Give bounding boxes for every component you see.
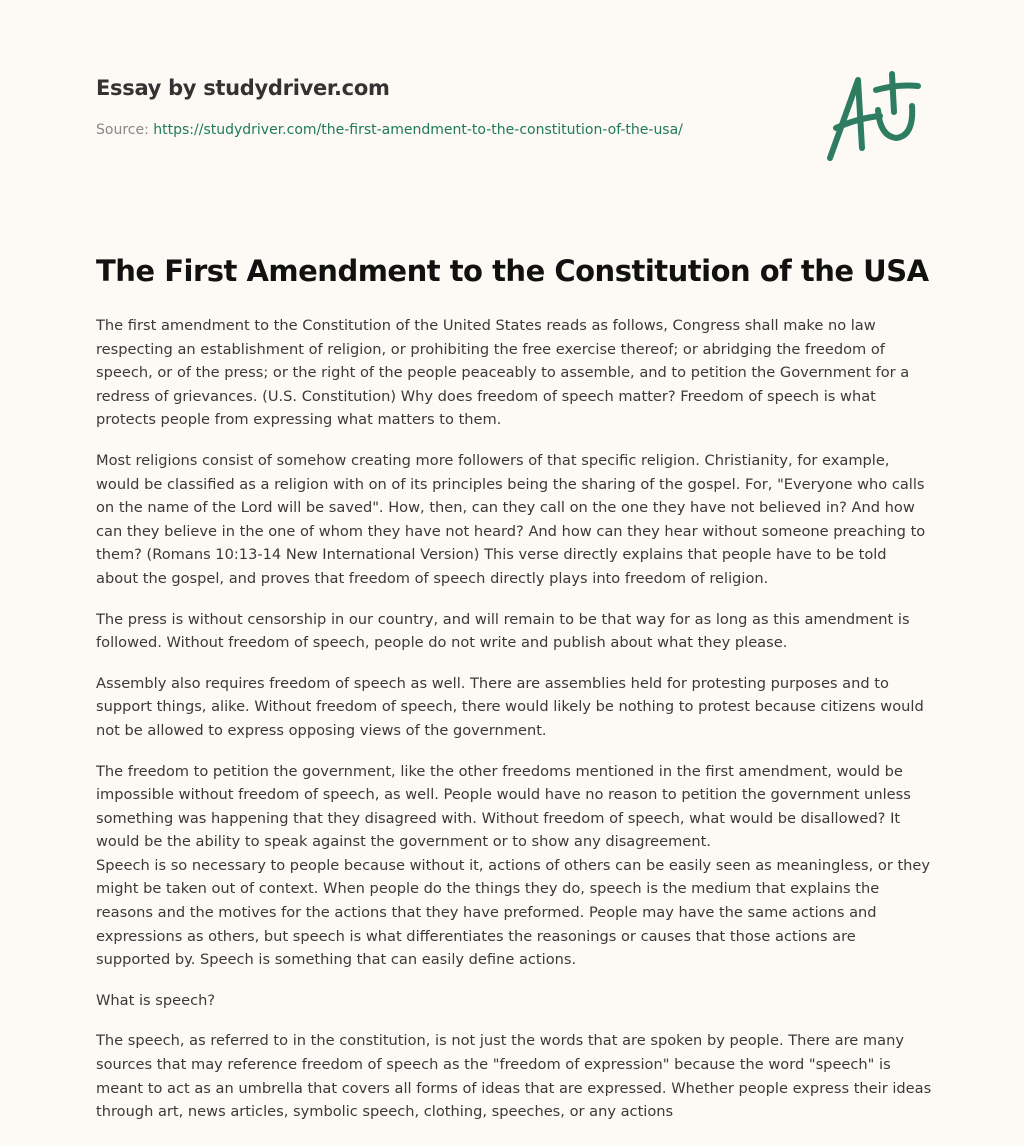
- source-link[interactable]: https://studydriver.com/the-first-amendment-to-the-constitution-of-the-usa/: [153, 122, 683, 138]
- essay-body: [96, 314, 932, 1141]
- a-plus-logo-icon: [818, 66, 928, 166]
- source-label: Source:: [96, 122, 149, 138]
- essay-header: [96, 76, 683, 138]
- paragraph: Most religions consist of somehow creating more followers of that specific religion. Christianity, for example, would be classified as a religion with on of its principles being the sharing of the gospel. For, "Everyone who calls on the name of the Lord will be saved". How, then, can they call on the one they have not believed in? And how can they believe in the one of whom they have not heard? And how can they hear without someone preaching to them? (Romans 10:13-14 New International Version) This verse directly explains that people have to be told about the gospel, and proves that freedom of speech directly plays into freedom of religion.: [96, 451, 926, 587]
- paragraph: The press is without censorship in our country, and will remain to be that way for as long as this amendment is followed. Without freedom of speech, people do not write and publish about what they please.: [96, 610, 910, 652]
- paragraph: The freedom to petition the government, like the other freedoms mentioned in the first amendment, would be impossible without freedom of speech, as well. People would have no reason to petition the government unless something was happening that they disagreed with. Without freedom of speech, what would be disallowed? It would be the ability to speak against the government or to show any disagreement.: [96, 762, 911, 851]
- paragraph: The speech, as referred to in the constitution, is not just the words that are spoken by people. There are many sources that may reference freedom of speech as the "freedom of expression" because the word "speech" is meant to act as an umbrella that covers all forms of ideas that are expressed. Whether people express their ideas through art, news articles, symbolic speech, clothing, speeches, or any actions: [96, 1032, 932, 1121]
- paragraph: Speech is so necessary to people because without it, actions of others can be easily seen as meaningless, or they might be taken out of context. When people do the things they do, speech is the medium that explains the reasons and the motives for the actions that they have preformed. People may have the same actions and expressions as others, but speech is what differentiates the reasonings or causes that those actions are supported by. Speech is something that can easily define actions.: [96, 856, 931, 969]
- paragraph: Assembly also requires freedom of speech as well. There are assemblies held for protesting purposes and to support things, alike. Without freedom of speech, there would likely be nothing to protest because citizens would not be allowed to express opposing views of the government.: [96, 674, 924, 739]
- source-line: [96, 122, 683, 138]
- subheading: What is speech?: [96, 991, 216, 1009]
- paragraph: The first amendment to the Constitution of the United States reads as follows, Congress shall make no law respecting an establishment of religion, or prohibiting the free exercise thereof; or abridging the freedom of speech, or of the press; or the right of the people peaceably to assemble, and to petition the Government for a redress of grievances. (U.S. Constitution) Why does freedom of speech matter? Freedom of speech is what protects people from expressing what matters to them.: [96, 317, 910, 429]
- brand-title: Essay by studydriver.com: [96, 76, 390, 100]
- essay-title: The First Amendment to the Constitution of the USA: [96, 254, 929, 288]
